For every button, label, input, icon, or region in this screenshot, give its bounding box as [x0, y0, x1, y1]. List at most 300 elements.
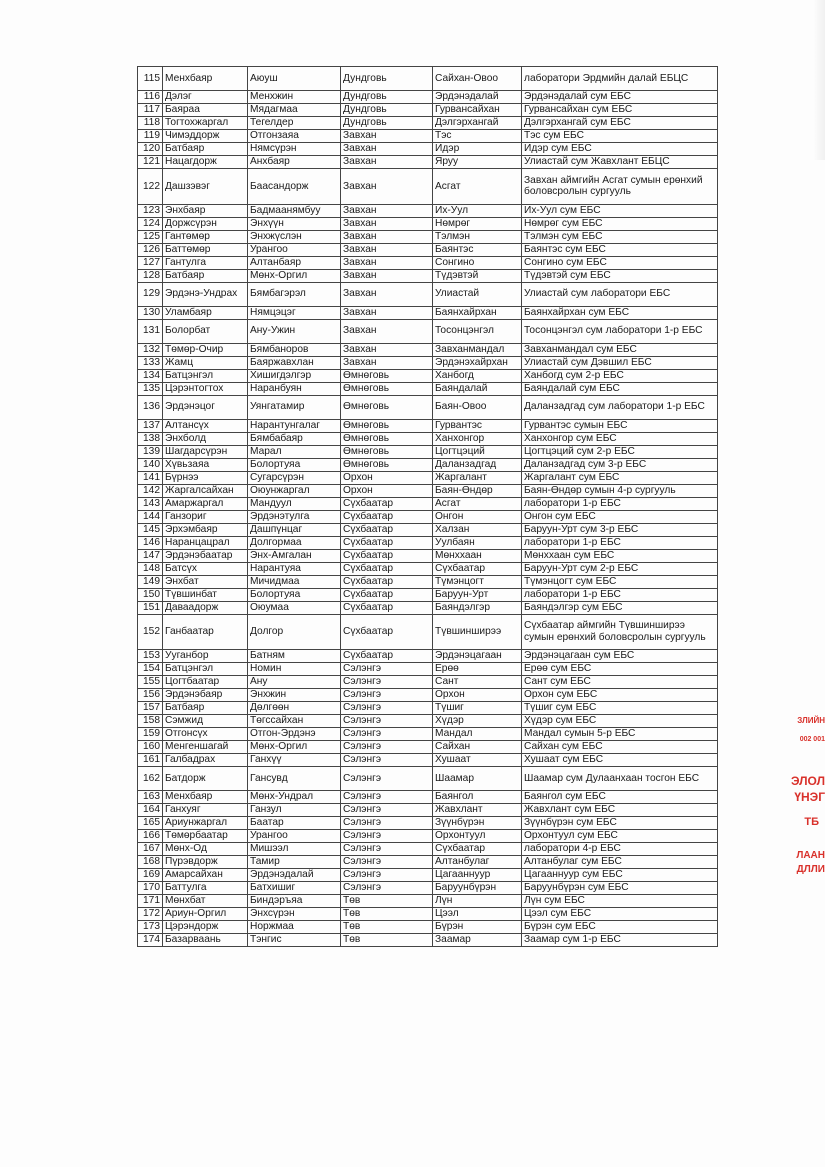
row-number: 140: [138, 458, 163, 471]
aimag: Дундговь: [341, 91, 433, 104]
aimag: Өмнөговь: [341, 419, 433, 432]
last-name: Отгонзаяа: [248, 130, 341, 143]
sum: Түдэвтэй: [433, 269, 522, 282]
sum: Эрдэнэхайрхан: [433, 356, 522, 369]
participants-table: [137, 66, 718, 947]
school: Ханхонгор сум ЕБС: [522, 432, 718, 445]
table-row: [138, 882, 718, 895]
aimag: Орхон: [341, 484, 433, 497]
first-name: Батсүх: [163, 562, 248, 575]
table-row: [138, 204, 718, 217]
last-name: Номин: [248, 663, 341, 676]
aimag: Төв: [341, 921, 433, 934]
table-row: [138, 791, 718, 804]
row-number: 153: [138, 650, 163, 663]
first-name: Тогтохжаргал: [163, 117, 248, 130]
school: Баяндэлгэр сум ЕБС: [522, 601, 718, 614]
last-name: Мядагмаа: [248, 104, 341, 117]
aimag: Сэлэнгэ: [341, 817, 433, 830]
first-name: Амаржаргал: [163, 497, 248, 510]
last-name: Нарантуяа: [248, 562, 341, 575]
row-number: 124: [138, 217, 163, 230]
first-name: Сэмжид: [163, 715, 248, 728]
first-name: Хүвьзаяа: [163, 458, 248, 471]
school: Орхонтуул сум ЕБС: [522, 830, 718, 843]
school: Тэлмэн сум ЕБС: [522, 230, 718, 243]
school: Ерөө сум ЕБС: [522, 663, 718, 676]
red-seal-stamp: [792, 712, 825, 912]
sum: Баяндэлгэр: [433, 601, 522, 614]
first-name: Менгеншагай: [163, 741, 248, 754]
sum: Уулбаян: [433, 536, 522, 549]
row-number: 122: [138, 169, 163, 205]
sum: Гурвансайхан: [433, 104, 522, 117]
aimag: Сэлэнгэ: [341, 676, 433, 689]
first-name: Энхбаяр: [163, 204, 248, 217]
row-number: 131: [138, 319, 163, 343]
first-name: Батбаяр: [163, 269, 248, 282]
aimag: Өмнөговь: [341, 445, 433, 458]
last-name: Долгор: [248, 614, 341, 650]
row-number: 173: [138, 921, 163, 934]
aimag: Завхан: [341, 130, 433, 143]
table-row: [138, 562, 718, 575]
row-number: 134: [138, 369, 163, 382]
row-number: 130: [138, 306, 163, 319]
table-row: [138, 614, 718, 650]
table-row: [138, 536, 718, 549]
school: Цогтцэций сум 2-р ЕБС: [522, 445, 718, 458]
row-number: 145: [138, 523, 163, 536]
last-name: Мөнх-Оргил: [248, 741, 341, 754]
school: Сонгино сум ЕБС: [522, 256, 718, 269]
school: Сайхан сум ЕБС: [522, 741, 718, 754]
row-number: 148: [138, 562, 163, 575]
school: Баянгол сум ЕБС: [522, 791, 718, 804]
sum: Нөмрөг: [433, 217, 522, 230]
aimag: Завхан: [341, 143, 433, 156]
first-name: Энхбат: [163, 575, 248, 588]
aimag: Дундговь: [341, 67, 433, 91]
last-name: Тамир: [248, 856, 341, 869]
sum: Баян-Өндөр: [433, 484, 522, 497]
row-number: 151: [138, 601, 163, 614]
first-name: Гантөмөр: [163, 230, 248, 243]
school: Түшиг сум ЕБС: [522, 702, 718, 715]
school: Жаргалант сум ЕБС: [522, 471, 718, 484]
school: Түмэнцогт сум ЕБС: [522, 575, 718, 588]
aimag: Өмнөговь: [341, 458, 433, 471]
row-number: 115: [138, 67, 163, 91]
school: Цагааннуур сум ЕБС: [522, 869, 718, 882]
aimag: Завхан: [341, 319, 433, 343]
aimag: Завхан: [341, 230, 433, 243]
first-name: Цогтбаатар: [163, 676, 248, 689]
sum: Эрдэнэдалай: [433, 91, 522, 104]
table-row: [138, 497, 718, 510]
last-name: Нямцэцэг: [248, 306, 341, 319]
aimag: Завхан: [341, 306, 433, 319]
table-row: [138, 432, 718, 445]
school: Онгон сум ЕБС: [522, 510, 718, 523]
table-row: [138, 395, 718, 419]
sum: Тэлмэн: [433, 230, 522, 243]
school: Улиастай сум лаборатори ЕБС: [522, 282, 718, 306]
row-number: 172: [138, 908, 163, 921]
school: Идэр сум ЕБС: [522, 143, 718, 156]
school: Хушаат сум ЕБС: [522, 754, 718, 767]
first-name: Мөнх-Од: [163, 843, 248, 856]
school: Эрдэнэдалай сум ЕБС: [522, 91, 718, 104]
first-name: Наранцацрал: [163, 536, 248, 549]
school: Баяндалай сум ЕБС: [522, 382, 718, 395]
first-name: Пүрэвдорж: [163, 856, 248, 869]
aimag: Сэлэнгэ: [341, 869, 433, 882]
table-row: [138, 269, 718, 282]
table-row: [138, 67, 718, 91]
sum: Сүхбаатар: [433, 562, 522, 575]
row-number: 157: [138, 702, 163, 715]
first-name: Энхболд: [163, 432, 248, 445]
aimag: Завхан: [341, 343, 433, 356]
table-body: [138, 67, 718, 947]
row-number: 128: [138, 269, 163, 282]
sum: Сант: [433, 676, 522, 689]
table-row: [138, 830, 718, 843]
row-number: 138: [138, 432, 163, 445]
sum: Баянхайрхан: [433, 306, 522, 319]
school: Ханбогд сум 2-р ЕБС: [522, 369, 718, 382]
table-row: [138, 117, 718, 130]
stamp-text: 002 001: [799, 736, 825, 743]
first-name: Шагдарсүрэн: [163, 445, 248, 458]
row-number: 121: [138, 156, 163, 169]
last-name: Дашпүнцаг: [248, 523, 341, 536]
school: Сүхбаатар аймгийн Түвшинширээ сумын ерөнхий боловсролын сургууль: [522, 614, 718, 650]
last-name: Ану: [248, 676, 341, 689]
first-name: Гантулга: [163, 256, 248, 269]
sum: Орхон: [433, 689, 522, 702]
row-number: 147: [138, 549, 163, 562]
aimag: Завхан: [341, 156, 433, 169]
table-row: [138, 256, 718, 269]
first-name: Цэрэнтогтох: [163, 382, 248, 395]
aimag: Сүхбаатар: [341, 601, 433, 614]
school: Нөмрөг сум ЕБС: [522, 217, 718, 230]
table-row: [138, 169, 718, 205]
first-name: Чимэддорж: [163, 130, 248, 143]
sum: Даланзадгад: [433, 458, 522, 471]
school: Завхан аймгийн Асгат сумын ерөнхий боловсролын сургууль: [522, 169, 718, 205]
sum: Эрдэнэцагаан: [433, 650, 522, 663]
school: Завханмандал сум ЕБС: [522, 343, 718, 356]
sum: Бүрэн: [433, 921, 522, 934]
first-name: Баттулга: [163, 882, 248, 895]
table-row: [138, 856, 718, 869]
first-name: Базарваань: [163, 934, 248, 947]
row-number: 174: [138, 934, 163, 947]
sum: Зүүнбүрэн: [433, 817, 522, 830]
table-row: [138, 230, 718, 243]
school: лаборатори 4-р ЕБС: [522, 843, 718, 856]
sum: Түшиг: [433, 702, 522, 715]
sum: Лүн: [433, 895, 522, 908]
table-row: [138, 663, 718, 676]
sum: Баян-Овоо: [433, 395, 522, 419]
school: Баянтэс сум ЕБС: [522, 243, 718, 256]
last-name: Бямбаноров: [248, 343, 341, 356]
row-number: 169: [138, 869, 163, 882]
school: Даланзадгад сум лаборатори 1-р ЕБС: [522, 395, 718, 419]
row-number: 118: [138, 117, 163, 130]
last-name: Болортуяа: [248, 458, 341, 471]
table-row: [138, 445, 718, 458]
school: Баянхайрхан сум ЕБС: [522, 306, 718, 319]
aimag: Сэлэнгэ: [341, 702, 433, 715]
row-number: 150: [138, 588, 163, 601]
last-name: Мандуул: [248, 497, 341, 510]
last-name: Норжмаа: [248, 921, 341, 934]
aimag: Сэлэнгэ: [341, 754, 433, 767]
school: Зүүнбүрэн сум ЕБС: [522, 817, 718, 830]
sum: Жавхлант: [433, 804, 522, 817]
last-name: Эрдэнэдалай: [248, 869, 341, 882]
school: Орхон сум ЕБС: [522, 689, 718, 702]
sum: Асгат: [433, 169, 522, 205]
school: Гурвантэс сумын ЕБС: [522, 419, 718, 432]
last-name: Наранбуян: [248, 382, 341, 395]
last-name: Энхсүрэн: [248, 908, 341, 921]
table-row: [138, 156, 718, 169]
aimag: Сүхбаатар: [341, 536, 433, 549]
last-name: Анхбаяр: [248, 156, 341, 169]
first-name: Ганбаатар: [163, 614, 248, 650]
row-number: 167: [138, 843, 163, 856]
last-name: Болортуяа: [248, 588, 341, 601]
row-number: 133: [138, 356, 163, 369]
school: лаборатори 1-р ЕБС: [522, 497, 718, 510]
sum: Сайхан-Овоо: [433, 67, 522, 91]
table-row: [138, 356, 718, 369]
row-number: 155: [138, 676, 163, 689]
first-name: Эрхэмбаяр: [163, 523, 248, 536]
table-row: [138, 908, 718, 921]
row-number: 154: [138, 663, 163, 676]
first-name: Болорбат: [163, 319, 248, 343]
sum: Баруунбүрэн: [433, 882, 522, 895]
aimag: Дундговь: [341, 117, 433, 130]
table-row: [138, 458, 718, 471]
last-name: Баатар: [248, 817, 341, 830]
last-name: Энхжүслэн: [248, 230, 341, 243]
aimag: Сэлэнгэ: [341, 689, 433, 702]
aimag: Завхан: [341, 217, 433, 230]
table-row: [138, 91, 718, 104]
sum: Баянгол: [433, 791, 522, 804]
aimag: Сэлэнгэ: [341, 856, 433, 869]
row-number: 159: [138, 728, 163, 741]
school: Цээл сум ЕБС: [522, 908, 718, 921]
table-row: [138, 484, 718, 497]
school: Улиастай сум Дэвшил ЕБС: [522, 356, 718, 369]
sum: Алтанбулаг: [433, 856, 522, 869]
row-number: 139: [138, 445, 163, 458]
sum: Тосонцэнгэл: [433, 319, 522, 343]
table-row: [138, 510, 718, 523]
sum: Идэр: [433, 143, 522, 156]
scan-edge-shadow: [813, 0, 825, 160]
aimag: Завхан: [341, 243, 433, 256]
first-name: Батцэнгэл: [163, 663, 248, 676]
aimag: Сүхбаатар: [341, 614, 433, 650]
row-number: 117: [138, 104, 163, 117]
aimag: Сэлэнгэ: [341, 715, 433, 728]
sum: Мандал: [433, 728, 522, 741]
last-name: Мишээл: [248, 843, 341, 856]
school: Баруун-Урт сум 3-р ЕБС: [522, 523, 718, 536]
first-name: Эрдэнэбаяр: [163, 689, 248, 702]
table-row: [138, 728, 718, 741]
aimag: Төв: [341, 895, 433, 908]
aimag: Сэлэнгэ: [341, 728, 433, 741]
school: Баруун-Урт сум 2-р ЕБС: [522, 562, 718, 575]
school: Мандал сумын 5-р ЕБС: [522, 728, 718, 741]
row-number: 144: [138, 510, 163, 523]
stamp-text: ЛААН: [796, 850, 825, 861]
table-row: [138, 702, 718, 715]
school: Сант сум ЕБС: [522, 676, 718, 689]
table-row: [138, 601, 718, 614]
row-number: 127: [138, 256, 163, 269]
row-number: 136: [138, 395, 163, 419]
aimag: Сэлэнгэ: [341, 830, 433, 843]
first-name: Жамц: [163, 356, 248, 369]
school: Хүдэр сум ЕБС: [522, 715, 718, 728]
table-row: [138, 754, 718, 767]
table-row: [138, 676, 718, 689]
stamp-text: ЗЛИЙН: [797, 716, 825, 725]
school: Улиастай сум Жавхлант ЕБЦС: [522, 156, 718, 169]
last-name: Тэнгис: [248, 934, 341, 947]
first-name: Төмөр-Очир: [163, 343, 248, 356]
first-name: Доржсүрэн: [163, 217, 248, 230]
row-number: 158: [138, 715, 163, 728]
aimag: Сэлэнгэ: [341, 843, 433, 856]
sum: Жаргалант: [433, 471, 522, 484]
sum: Тэс: [433, 130, 522, 143]
sum: Цээл: [433, 908, 522, 921]
school: Эрдэнэцагаан сум ЕБС: [522, 650, 718, 663]
table-row: [138, 217, 718, 230]
stamp-text: ТБ: [804, 816, 819, 828]
row-number: 137: [138, 419, 163, 432]
row-number: 152: [138, 614, 163, 650]
last-name: Энхжин: [248, 689, 341, 702]
first-name: Уламбаяр: [163, 306, 248, 319]
stamp-text: ДЛЛИ: [796, 864, 825, 875]
aimag: Сүхбаатар: [341, 650, 433, 663]
aimag: Завхан: [341, 204, 433, 217]
aimag: Сүхбаатар: [341, 562, 433, 575]
aimag: Сэлэнгэ: [341, 882, 433, 895]
row-number: 165: [138, 817, 163, 830]
sum: Заамар: [433, 934, 522, 947]
school: Дэлгэрхангай сум ЕБС: [522, 117, 718, 130]
sum: Халзан: [433, 523, 522, 536]
school: Түдэвтэй сум ЕБС: [522, 269, 718, 282]
sum: Баруун-Урт: [433, 588, 522, 601]
row-number: 142: [138, 484, 163, 497]
sum: Завханмандал: [433, 343, 522, 356]
sum: Цогтцэций: [433, 445, 522, 458]
school: Заамар сум 1-р ЕБС: [522, 934, 718, 947]
last-name: Энхүүн: [248, 217, 341, 230]
aimag: Орхон: [341, 471, 433, 484]
last-name: Батням: [248, 650, 341, 663]
last-name: Баяржавхлан: [248, 356, 341, 369]
table-row: [138, 419, 718, 432]
first-name: Алтансүх: [163, 419, 248, 432]
last-name: Марал: [248, 445, 341, 458]
school: Жавхлант сум ЕБС: [522, 804, 718, 817]
table-row: [138, 382, 718, 395]
sum: Баянтэс: [433, 243, 522, 256]
aimag: Өмнөговь: [341, 395, 433, 419]
table-row: [138, 650, 718, 663]
row-number: 164: [138, 804, 163, 817]
first-name: Бүрнээ: [163, 471, 248, 484]
school: Мөнххаан сум ЕБС: [522, 549, 718, 562]
school: лаборатори Эрдмийн далай ЕБЦС: [522, 67, 718, 91]
sum: Ханбогд: [433, 369, 522, 382]
sum: Орхонтуул: [433, 830, 522, 843]
aimag: Сэлэнгэ: [341, 791, 433, 804]
aimag: Дундговь: [341, 104, 433, 117]
last-name: Мөнх-Ундрал: [248, 791, 341, 804]
first-name: Батдорж: [163, 767, 248, 791]
table-row: [138, 934, 718, 947]
table-row: [138, 817, 718, 830]
aimag: Төв: [341, 934, 433, 947]
row-number: 129: [138, 282, 163, 306]
table-row: [138, 282, 718, 306]
last-name: Ану-Ужин: [248, 319, 341, 343]
last-name: Мөнх-Оргил: [248, 269, 341, 282]
sum: Яруу: [433, 156, 522, 169]
school: Лүн сум ЕБС: [522, 895, 718, 908]
table-row: [138, 306, 718, 319]
sum: Дэлгэрхангай: [433, 117, 522, 130]
sum: Улиастай: [433, 282, 522, 306]
table-row: [138, 319, 718, 343]
first-name: Баяраа: [163, 104, 248, 117]
aimag: Завхан: [341, 282, 433, 306]
sum: Хүдэр: [433, 715, 522, 728]
aimag: Сүхбаатар: [341, 549, 433, 562]
row-number: 146: [138, 536, 163, 549]
table-row: [138, 143, 718, 156]
sum: Онгон: [433, 510, 522, 523]
aimag: Завхан: [341, 356, 433, 369]
aimag: Өмнөговь: [341, 369, 433, 382]
row-number: 143: [138, 497, 163, 510]
last-name: Нямсүрэн: [248, 143, 341, 156]
aimag: Завхан: [341, 256, 433, 269]
row-number: 162: [138, 767, 163, 791]
row-number: 120: [138, 143, 163, 156]
first-name: Галбадрах: [163, 754, 248, 767]
last-name: Бямбабаяр: [248, 432, 341, 445]
